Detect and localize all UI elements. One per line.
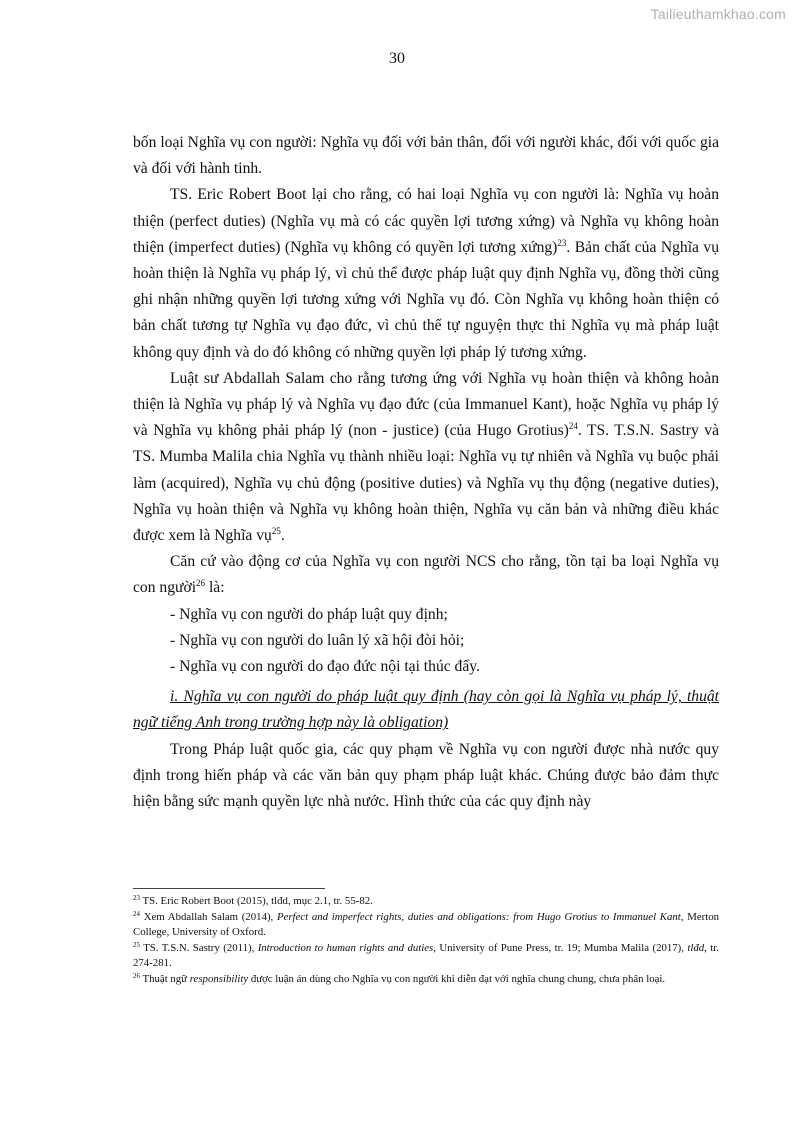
footnote-divider bbox=[133, 888, 325, 889]
footnote-ref-25[interactable]: 25 bbox=[271, 526, 281, 537]
footnote-ref-23[interactable]: 23 bbox=[557, 237, 567, 248]
paragraph-3: Luật sư Abdallah Salam cho rằng tương ứng với Nghĩa vụ hoàn thiện và không hoàn thiện là Nghĩa vụ pháp lý và Nghĩa vụ đạo đức (của Immanuel Kant), hoặc Nghĩa vụ pháp lý và Nghĩa vụ không phải pháp lý (non - justice) (của Hugo Grotius)$^{24}$. TS. T.S.N. Sastry và TS. Mumba Malila chia Nghĩa vụ thành nhiều loại: Nghĩa vụ tự nhiên và Nghĩa vụ buộc phải làm (acquired), Nghĩa vụ chủ động (positive duties) và Nghĩa vụ thụ động (negative duties), Nghĩa vụ hoàn thiện và Nghĩa vụ không hoàn thiện, Nghĩa vụ căn bản và những điều khác được xem là Nghĩa vụ$^{25}$. bbox=[133, 369, 719, 545]
paragraph-2: TS. Eric Robert Boot lại cho rằng, có hai loại Nghĩa vụ con người là: Nghĩa vụ hoàn thiện (perfect duties) (Nghĩa vụ mà có các quyền lợi tương xứng) và Nghĩa vụ không hoàn thiện (imperfect duties) (Nghĩa vụ không có quyền lợi tương xứng)$^{23}$. Bản chất của Nghĩa vụ hoàn thiện là Nghĩa vụ pháp lý, vì chủ thể được pháp luật quy định Nghĩa vụ, đồng thời cũng ghi nhận những quyền lợi tương xứng với Nghĩa vụ đó. Còn Nghĩa vụ không hoàn thiện có bản chất tương tự Nghĩa vụ đạo đức, vì chủ thể tự nguyện thực thi Nghĩa vụ mà pháp luật không quy định và do đó không có những quyền lợi pháp lý tương xứng. bbox=[133, 186, 719, 361]
paragraph-5: Trong Pháp luật quốc gia, các quy phạm về Nghĩa vụ con người được nhà nước quy định trong hiến pháp và các văn bản quy phạm pháp luật khác. Chúng được bảo đảm thực hiện bằng sức mạnh quyền lực nhà nước. Hình thức của các quy định này bbox=[133, 740, 719, 811]
footnote-26: $^{26}$ Thuật ngữ responsibility được luận án dùng cho Nghĩa vụ con người khi diễn đạt với nghĩa chung chung, chưa phân loại. bbox=[133, 971, 666, 985]
body-text bbox=[133, 130, 719, 815]
list-item: - Nghĩa vụ con người do pháp luật quy định; bbox=[170, 605, 448, 623]
footnote-ref-26[interactable]: 26 bbox=[196, 578, 206, 589]
footnote-ref-24[interactable]: 24 bbox=[568, 421, 578, 432]
footnotes bbox=[133, 894, 719, 988]
page-number: 30 bbox=[389, 50, 405, 67]
footnote-25: $^{25}$ TS. T.S.N. Sastry (2011), Introduction to human rights and duties, University of Pune Press, tr. 19; Mumba Malila (2017), tlđd, tr. 274-281. bbox=[133, 940, 719, 970]
section-heading: i. Nghĩa vụ con người do pháp luật quy định (hay còn gọi là Nghĩa vụ pháp lý, thuật ngữ tiếng Anh trong trường hợp này là obligation) bbox=[133, 688, 719, 732]
paragraph-1: bốn loại Nghĩa vụ con người: Nghĩa vụ đối với bản thân, đối với người khác, đối với quốc gia và đối với hành tinh. bbox=[133, 134, 719, 178]
list-item: - Nghĩa vụ con người do luân lý xã hội đòi hỏi; bbox=[170, 631, 465, 649]
footnote-23: $^{23}$ TS. Eric Robert Boot (2015), tlđd, mục 2.1, tr. 55-82. bbox=[133, 894, 373, 907]
list-item: - Nghĩa vụ con người do đạo đức nội tại thúc đẩy. bbox=[170, 658, 480, 676]
paragraph-4: Căn cứ vào động cơ của Nghĩa vụ con người NCS cho rằng, tồn tại ba loại Nghĩa vụ con người$^{26}$ là: bbox=[133, 553, 719, 597]
watermark-text: Tailieuthamkhao.com bbox=[650, 6, 786, 22]
footnote-24: $^{24}$ Xem Abdallah Salam (2014), Perfect and imperfect rights, duties and obligations: from Hugo Grotius to Immanuel Kant, Merton College, University of Oxford. bbox=[133, 909, 720, 939]
